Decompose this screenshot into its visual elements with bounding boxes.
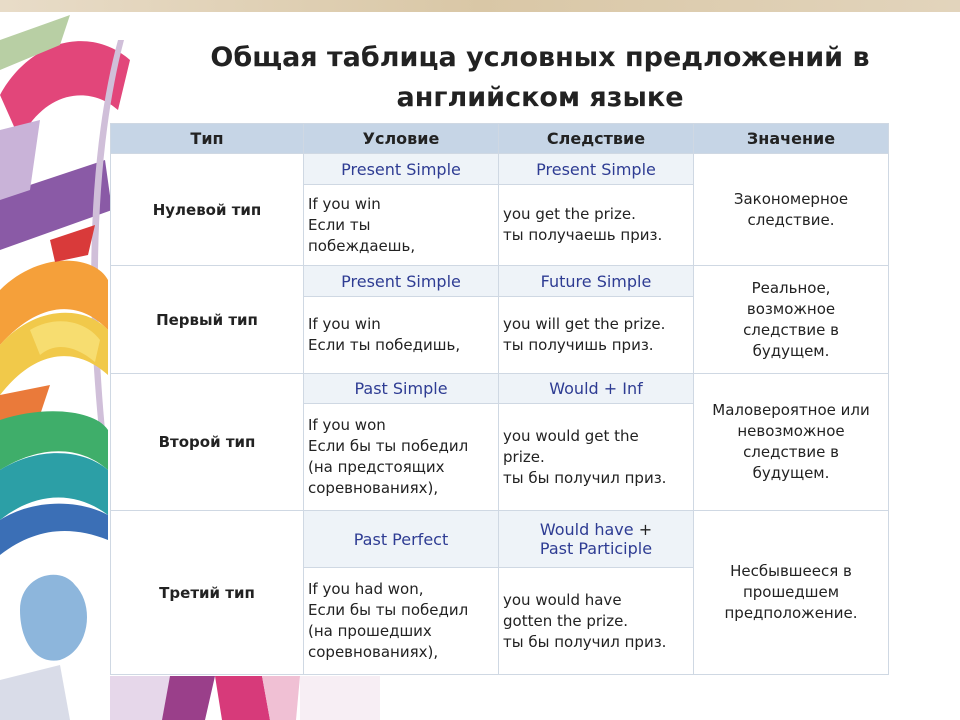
example-line: If you had won,	[308, 580, 424, 598]
meaning-cell	[694, 374, 889, 511]
example-line: побеждаешь,	[308, 236, 416, 255]
consequence-tense-extra: Past Participle	[539, 539, 653, 558]
page-title	[150, 38, 930, 118]
meaning-line: будущем.	[752, 464, 830, 482]
consequence-tense	[499, 374, 694, 404]
consequence-tense	[499, 266, 694, 297]
condition-tense: Present Simple	[304, 266, 499, 297]
example-line: соревнованиях),	[308, 643, 439, 661]
example-line: Если ты	[308, 215, 371, 234]
meaning-line: Реальное,	[751, 278, 831, 297]
example-line: If you won	[308, 416, 386, 434]
type-cell: Второй тип	[111, 374, 304, 511]
meaning-line: Несбывшееся в	[730, 562, 852, 580]
condition-example	[304, 297, 499, 374]
table-header-row	[111, 124, 889, 154]
example-line: ты бы получил приз.	[503, 468, 667, 487]
table-row	[111, 154, 889, 185]
example-line: If you win	[308, 194, 381, 213]
example-line: you would get the	[503, 426, 639, 445]
title-line-2: английском языке	[396, 82, 684, 113]
header-meaning: Значение	[694, 124, 889, 154]
condition-tense: Past Simple	[304, 374, 499, 404]
example-line: ты получаешь приз.	[503, 226, 663, 244]
meaning-cell	[694, 266, 889, 374]
example-line: If you win	[308, 315, 381, 333]
table-row	[111, 374, 889, 404]
type-cell: Нулевой тип	[111, 154, 304, 266]
top-decorative-bar	[0, 0, 960, 12]
consequence-example	[499, 404, 694, 511]
example-line: ты получишь приз.	[503, 336, 654, 354]
meaning-line: следствие в	[743, 443, 839, 461]
condition-example	[304, 568, 499, 675]
condition-example	[304, 404, 499, 511]
header-type: Тип	[111, 124, 304, 154]
example-line: prize.	[503, 447, 545, 466]
consequence-tense-text: Future Simple	[540, 271, 652, 291]
conditionals-table	[110, 123, 889, 675]
type-cell: Первый тип	[111, 266, 304, 374]
consequence-tense-text: Would + Inf	[549, 379, 643, 398]
example-line: Если бы ты победил	[308, 601, 469, 619]
consequence-tense	[499, 154, 694, 185]
condition-example	[304, 185, 499, 266]
meaning-line: невозможное	[737, 422, 845, 440]
meaning-cell	[694, 154, 889, 266]
meaning-cell	[694, 511, 889, 675]
consequence-example	[499, 185, 694, 266]
type-cell: Третий тип	[111, 511, 304, 675]
meaning-line: Закономерное	[733, 189, 849, 208]
example-line: ты бы получил приз.	[503, 632, 667, 651]
header-condition: Условие	[304, 124, 499, 154]
meaning-line: прошедшем	[742, 583, 840, 601]
title-line-1: Общая таблица условных предложений в	[210, 42, 870, 73]
example-line: Если бы ты победил	[308, 437, 469, 455]
header-consequence: Следствие	[499, 124, 694, 154]
consequence-tense	[499, 511, 694, 568]
table-row	[111, 266, 889, 297]
example-line: соревнованиях),	[308, 479, 439, 497]
condition-tense: Past Perfect	[304, 511, 499, 568]
example-line: (на предстоящих	[308, 458, 445, 476]
meaning-line: возможное	[746, 299, 836, 318]
meaning-line: предположение.	[724, 604, 858, 622]
example-line: gotten the prize.	[503, 611, 629, 630]
table-row	[111, 511, 889, 568]
meaning-line: следствие.	[747, 210, 835, 229]
condition-tense: Present Simple	[304, 154, 499, 185]
meaning-line: Маловероятное или	[712, 401, 870, 419]
example-line: you would have	[503, 590, 622, 609]
example-line: Если ты победишь,	[308, 336, 461, 354]
meaning-line: будущем.	[752, 341, 830, 360]
example-line: you will get the prize.	[503, 315, 666, 333]
consequence-example	[499, 297, 694, 374]
consequence-tense-text: Would have	[539, 520, 634, 539]
plus-sign: +	[638, 520, 653, 539]
consequence-example	[499, 568, 694, 675]
example-line: (на прошедших	[308, 622, 432, 640]
consequence-tense-text: Present Simple	[536, 159, 656, 179]
meaning-line: следствие в	[743, 320, 839, 339]
example-line: you get the prize.	[503, 205, 636, 223]
